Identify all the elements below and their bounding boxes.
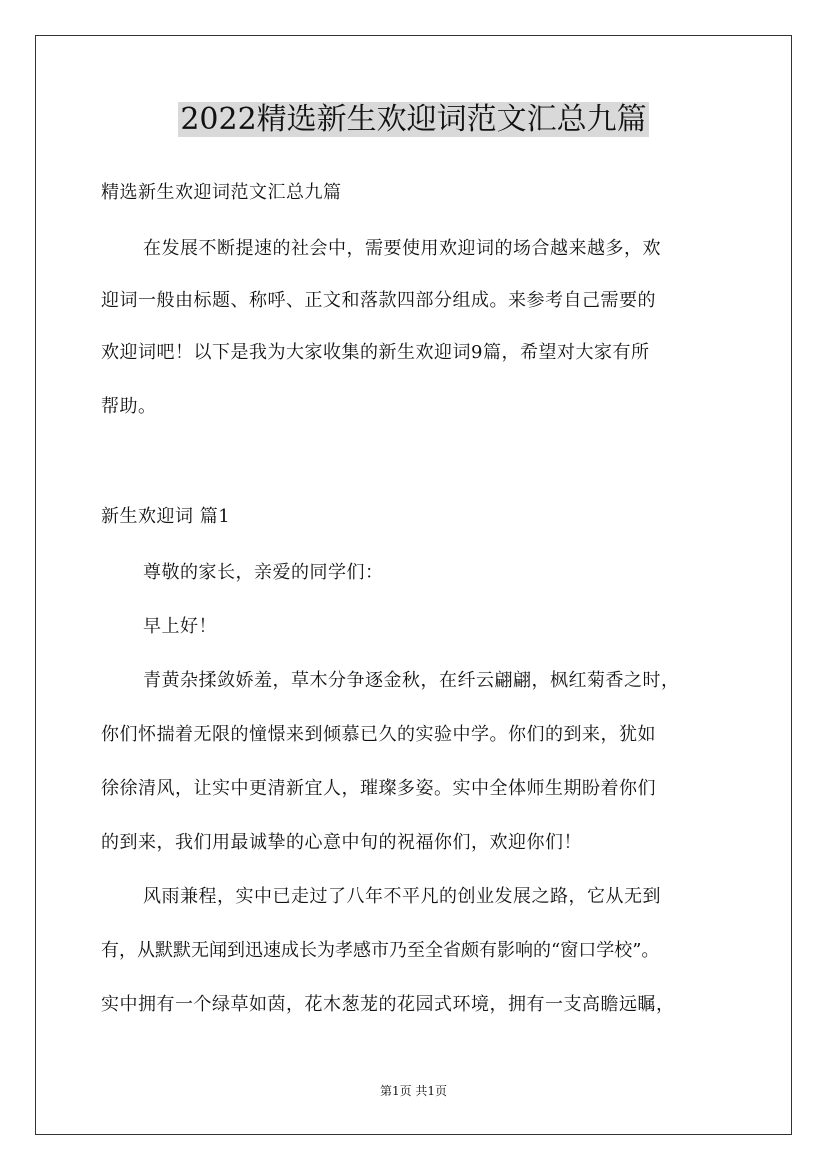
paragraph1-line-3: 徐徐清风，让实中更清新宜人，璀璨多姿。实中全体师生期盼着你们 bbox=[101, 778, 656, 799]
intro-line-2: 迎词一般由标题、称呼、正文和落款四部分组成。来参考自己需要的 bbox=[101, 290, 656, 311]
document-title-text: 2022精选新生欢迎词范文汇总九篇 bbox=[180, 102, 647, 137]
paragraph1-line-4: 的到来，我们用最诚挚的心意中旬的祝福你们，欢迎你们！ bbox=[101, 832, 582, 853]
document-title bbox=[0, 98, 827, 142]
page-indicator: 第1页 共1页 bbox=[379, 1084, 448, 1098]
paragraph2-line-3: 实中拥有一个绿草如茵，花木葱茏的花园式环境，拥有一支高瞻远瞩， bbox=[101, 994, 675, 1015]
paragraph2-line-2: 有，从默默无闻到迅速成长为孝感市乃至全省颇有影响的“窗口学校”。 bbox=[101, 940, 660, 961]
page-footer bbox=[0, 1082, 827, 1100]
section-heading: 新生欢迎词 篇1 bbox=[101, 506, 231, 527]
intro-line-4: 帮助。 bbox=[101, 396, 157, 417]
greeting: 早上好！ bbox=[143, 616, 217, 637]
paragraph1-line-1: 青黄杂揉敛娇羞，草木分争逐金秋，在纤云翩翩，枫红菊香之时， bbox=[143, 670, 680, 691]
document-subtitle: 精选新生欢迎词范文汇总九篇 bbox=[101, 182, 342, 203]
intro-line-3: 欢迎词吧！以下是我为大家收集的新生欢迎词9篇，希望对大家有所 bbox=[101, 342, 650, 363]
intro-line-1: 在发展不断提速的社会中，需要使用欢迎词的场合越来越多，欢 bbox=[143, 238, 661, 259]
paragraph1-line-2: 你们怀揣着无限的憧憬来到倾慕已久的实验中学。你们的到来，犹如 bbox=[101, 724, 656, 745]
salutation: 尊敬的家长，亲爱的同学们： bbox=[143, 562, 384, 583]
paragraph2-line-1: 风雨兼程，实中已走过了八年不平凡的创业发展之路，它从无到 bbox=[143, 886, 661, 907]
